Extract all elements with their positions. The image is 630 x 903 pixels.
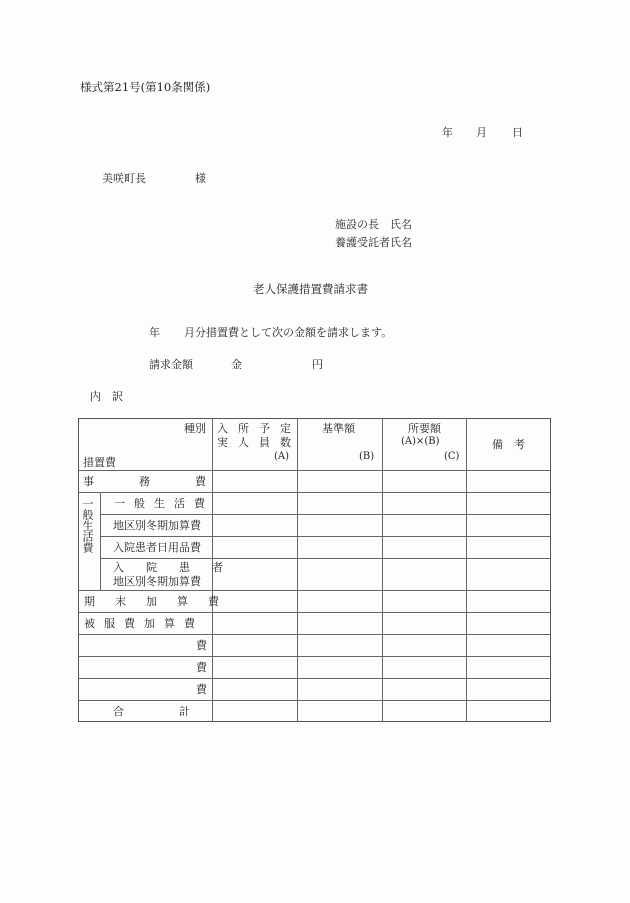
header-col-c: 所要額: [408, 422, 441, 435]
header-category: 措置費: [83, 456, 116, 469]
row-divider: [78, 492, 551, 493]
row-label-ippan-sub4-line1: 入院患者: [113, 561, 245, 574]
breakdown-label: 内 訳: [90, 390, 123, 403]
row-divider: [78, 700, 551, 701]
date-month-label: 月: [476, 126, 487, 139]
row-label-ippan-sub2: 地区別冬期加算費: [113, 519, 201, 532]
sender-trustee: 養護受託者氏名: [335, 236, 412, 249]
row-label-ippan-group: 一般生活費: [81, 498, 94, 553]
row-divider: [78, 656, 551, 657]
col-divider: [297, 418, 298, 722]
row-label-ippan-sub3: 入院患者日用品費: [113, 541, 201, 554]
row-divider: [100, 558, 551, 559]
header-col-c-formula: (A)×(B): [401, 436, 440, 447]
document-title: 老人保護措置費請求書: [253, 282, 368, 296]
row-label-blank2: 費: [196, 661, 207, 674]
col-divider: [466, 418, 467, 722]
amount-label: 請求金額: [149, 358, 193, 371]
row-divider: [78, 470, 551, 471]
row-label-ippan-sub1: 一般生活費: [114, 497, 214, 510]
date-year-label: 年: [442, 126, 453, 139]
row-label-blank3: 費: [196, 683, 207, 696]
sender-facility-head: 施設の長 氏名: [335, 218, 412, 231]
header-col-c-mark: (C): [444, 451, 460, 462]
row-divider: [78, 612, 551, 613]
addressee-honorific: 様: [195, 172, 206, 185]
addressee-name: 美咲町長: [102, 172, 146, 185]
row-label-kimatsu: 期末加算費: [84, 595, 239, 608]
row-label-ippan-sub4-line2: 地区別冬期加算費: [113, 575, 201, 588]
col-divider: [382, 418, 383, 722]
row-label-blank1: 費: [196, 639, 207, 652]
row-divider: [100, 536, 551, 537]
row-label-total: 合 計: [113, 705, 212, 718]
row-divider: [100, 514, 551, 515]
form-number: 様式第21号(第10条関係): [80, 80, 211, 94]
col-divider: [100, 492, 101, 590]
row-divider: [78, 590, 551, 591]
header-col-a-mark: (A): [274, 451, 290, 462]
header-col-d: 備 考: [492, 438, 525, 451]
header-col-a-line2: [217, 436, 301, 449]
header-kind: 種別: [184, 422, 206, 435]
header-col-b-mark: (B): [359, 451, 375, 462]
row-divider: [78, 634, 551, 635]
header-col-a-line2-text: 実人員数: [217, 436, 301, 449]
date-day-label: 日: [512, 126, 523, 139]
header-col-a-line1-text: 入所予定: [217, 422, 301, 435]
row-label-jimu: 事務費: [83, 475, 251, 488]
amount-unit: 円: [312, 358, 323, 371]
amount-prefix: 金: [231, 358, 242, 371]
header-col-b: 基準額: [322, 422, 355, 435]
statement-year: 年: [149, 326, 160, 339]
statement-text: 月分措置費として次の金額を請求します。: [184, 326, 393, 339]
row-divider: [78, 678, 551, 679]
row-label-hifuku: 被服費加算費: [84, 617, 204, 630]
header-col-a-line1: [217, 422, 301, 435]
